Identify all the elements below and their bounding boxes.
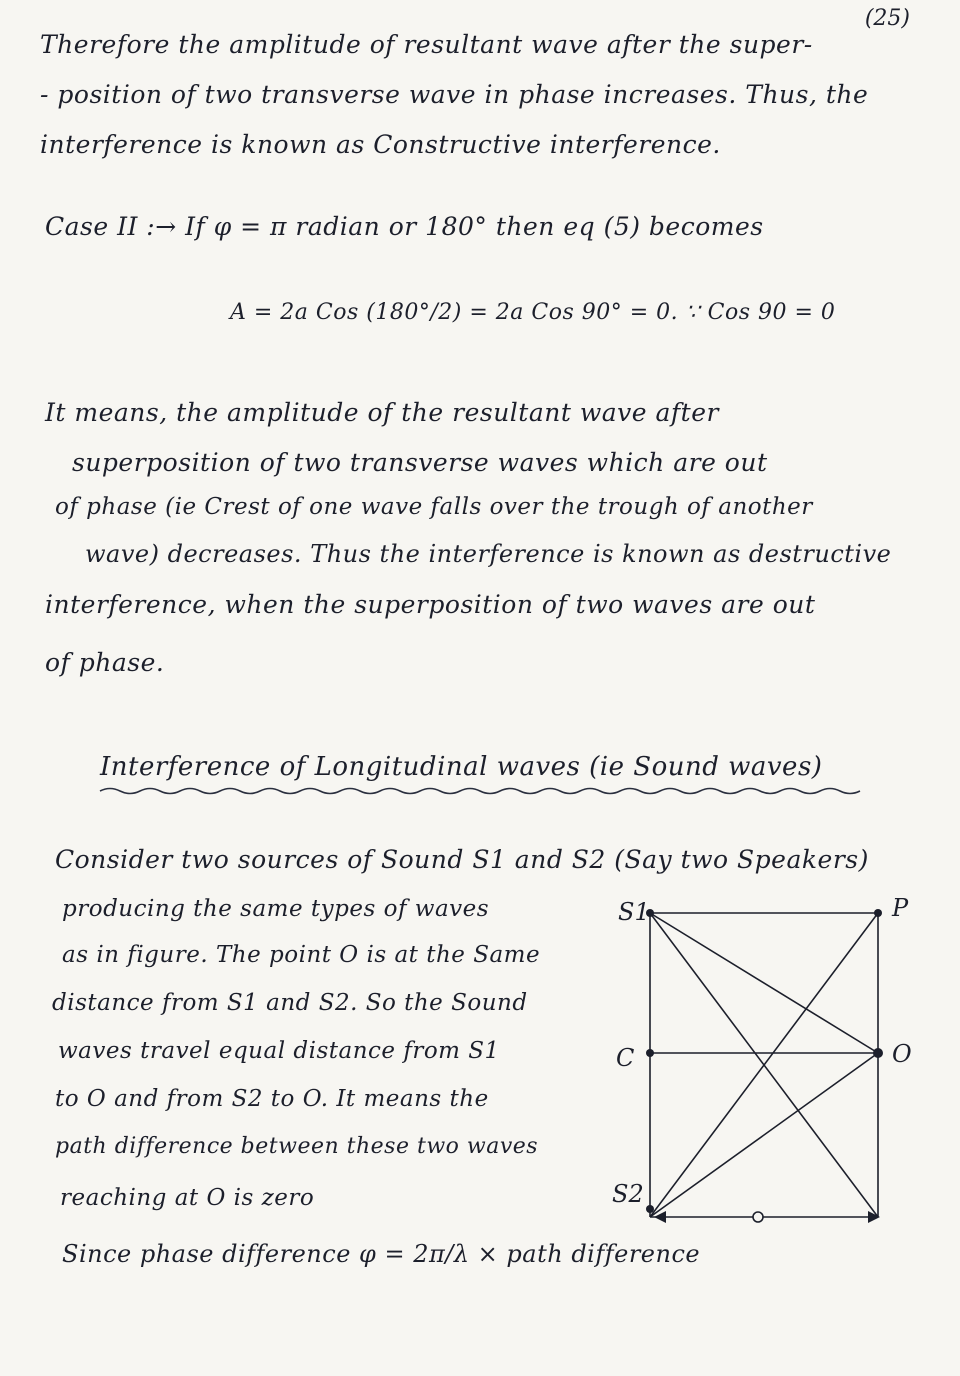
para2-line-4: wave) decreases. Thus the interference is known as destructive	[85, 540, 892, 568]
para2-line-3: of phase (ie Crest of one wave falls over the trough of another	[55, 494, 813, 520]
para2-line-6: of phase.	[45, 648, 165, 677]
heading-underline	[100, 786, 860, 796]
point-c	[646, 1049, 654, 1057]
para1-line-3: interference is known as Constructive interference.	[40, 130, 721, 159]
last-line: Since phase difference φ = 2π/λ × path difference	[62, 1240, 701, 1268]
para1-line-1: Therefore the amplitude of resultant wave after the super-	[40, 30, 813, 59]
label-p: P	[892, 894, 909, 922]
point-p	[874, 909, 882, 917]
label-c: C	[616, 1044, 635, 1072]
section-heading: Interference of Longitudinal waves (ie Sound waves)	[100, 752, 823, 782]
para2-line-2: superposition of two transverse waves which are out	[72, 448, 768, 477]
para2-line-1: It means, the amplitude of the resultant wave after	[45, 398, 719, 427]
interference-figure	[610, 895, 930, 1225]
label-s1: S1	[618, 898, 650, 926]
line-s2-o	[650, 1053, 878, 1217]
point-o	[873, 1048, 883, 1058]
label-o: O	[892, 1040, 912, 1068]
point-s2	[646, 1205, 654, 1213]
para3-line-5: waves travel equal distance from S1	[58, 1038, 500, 1064]
para3-line-6: to O and from S2 to O. It means the	[55, 1086, 489, 1112]
case2-formula: A = 2a Cos (180°/2) = 2a Cos 90° = 0. ∵ Cos 90 = 0	[230, 300, 836, 325]
line-s1-o	[650, 913, 878, 1053]
para3-line-4: distance from S1 and S2. So the Sound	[52, 990, 528, 1016]
para3-line-2: producing the same types of waves	[62, 896, 490, 922]
case2-line: Case II :→ If φ = π radian or 180° then eq (5) becomes	[45, 212, 764, 241]
para3-line-7: path difference between these two waves	[55, 1134, 539, 1159]
para3-line-1: Consider two sources of Sound S1 and S2 (Say two Speakers)	[55, 845, 869, 874]
para2-line-5: interference, when the superposition of two waves are out	[45, 590, 816, 619]
para3-line-3: as in figure. The point O is at the Same	[62, 942, 541, 968]
para3-line-8: reaching at O is zero	[60, 1185, 315, 1211]
label-s2: S2	[612, 1180, 644, 1208]
page-number: (25)	[864, 6, 910, 31]
para1-line-2: - position of two transverse wave in phase increases. Thus, the	[40, 80, 869, 109]
